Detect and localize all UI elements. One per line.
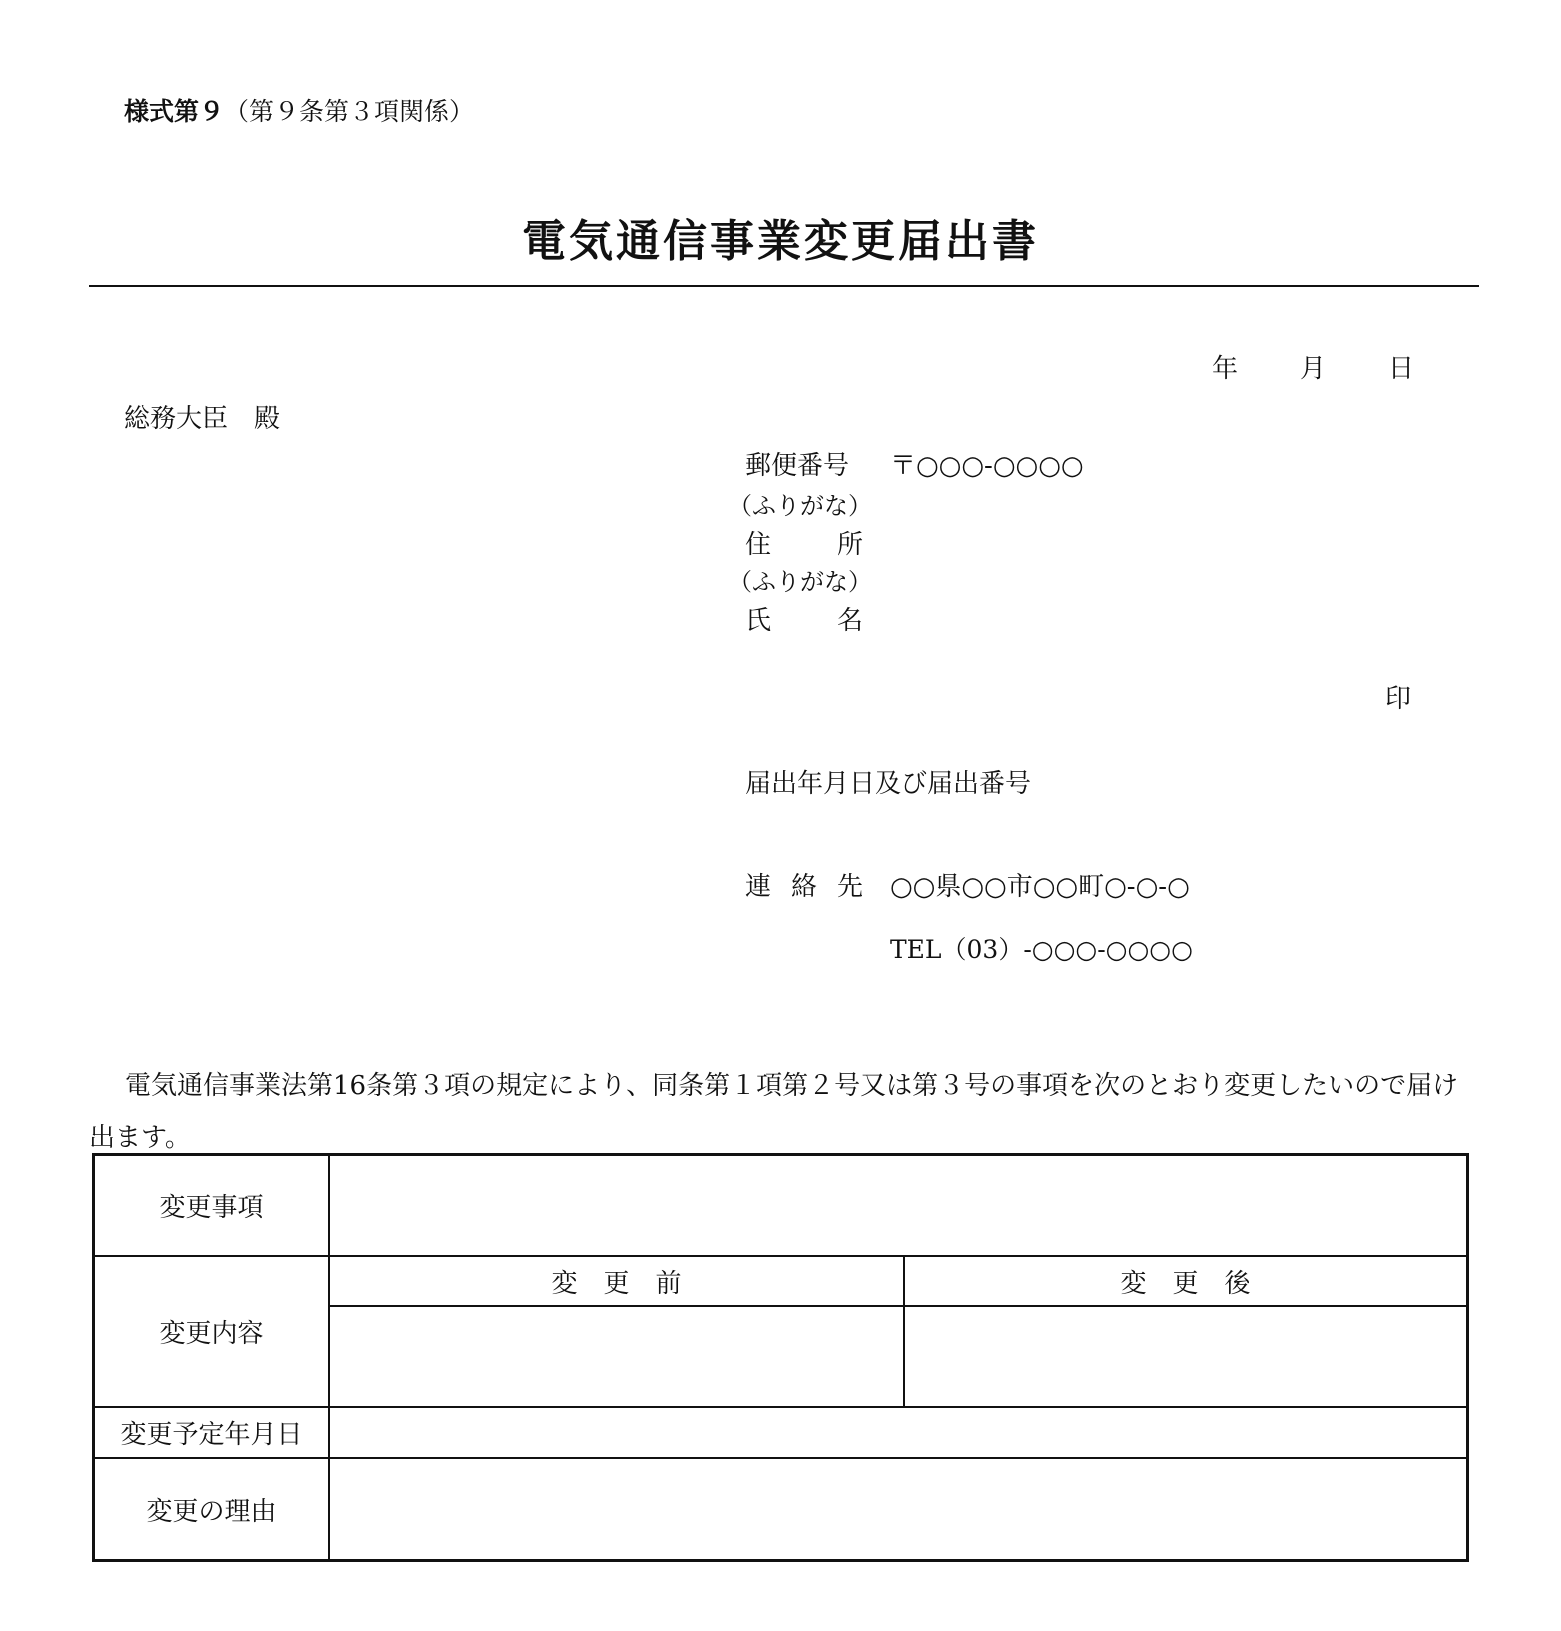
reason-field[interactable]	[330, 1459, 1466, 1559]
before-field[interactable]	[330, 1307, 903, 1406]
name-label: 氏 名	[745, 606, 863, 636]
postal-code-label: 郵便番号	[745, 451, 850, 481]
change-content-label: 変更内容	[159, 1319, 264, 1349]
scheduled-date-label: 変更予定年月日	[120, 1420, 303, 1450]
reason-label: 変更の理由	[146, 1496, 277, 1527]
date-year: 年	[1212, 354, 1239, 384]
document-title: 電気通信事業変更届出書	[522, 216, 1039, 267]
scheduled-date-field[interactable]	[330, 1408, 1466, 1457]
contact-label: 連 絡 先	[745, 872, 863, 902]
notification-date-number-label: 届出年月日及び届出番号	[745, 769, 1032, 799]
after-field[interactable]	[905, 1307, 1466, 1406]
date-day: 日	[1388, 354, 1415, 384]
change-item-label: 変更事項	[159, 1193, 264, 1223]
change-table	[92, 1153, 1469, 1562]
contact-tel: TEL（03）-○○○-○○○○	[890, 935, 1193, 964]
before-header: 変 更 前	[551, 1268, 682, 1299]
statement-text: 電気通信事業法第16条第３項の規定により、同条第１項第２号又は第３号の事項を次のとおり変更したいので届け出ます。	[89, 1071, 1459, 1153]
seal-mark: 印	[1385, 684, 1412, 714]
date-month: 月	[1300, 354, 1327, 384]
form-number	[124, 92, 474, 128]
address-label: 住 所	[745, 530, 863, 560]
addressee: 総務大臣 殿	[124, 404, 281, 434]
after-header: 変 更 後	[1120, 1268, 1251, 1299]
address-furigana-label: （ふりがな）	[728, 492, 872, 520]
change-item-field[interactable]	[330, 1156, 1466, 1255]
title-rule	[89, 285, 1479, 287]
postal-code-value: 〒○○○-○○○○	[890, 451, 1084, 481]
contact-address: ○○県○○市○○町○-○-○	[890, 872, 1190, 902]
form-relation: （第９条第３項関係）	[224, 97, 475, 126]
form-number-label: 様式第９	[124, 97, 225, 126]
name-furigana-label: （ふりがな）	[728, 568, 872, 596]
